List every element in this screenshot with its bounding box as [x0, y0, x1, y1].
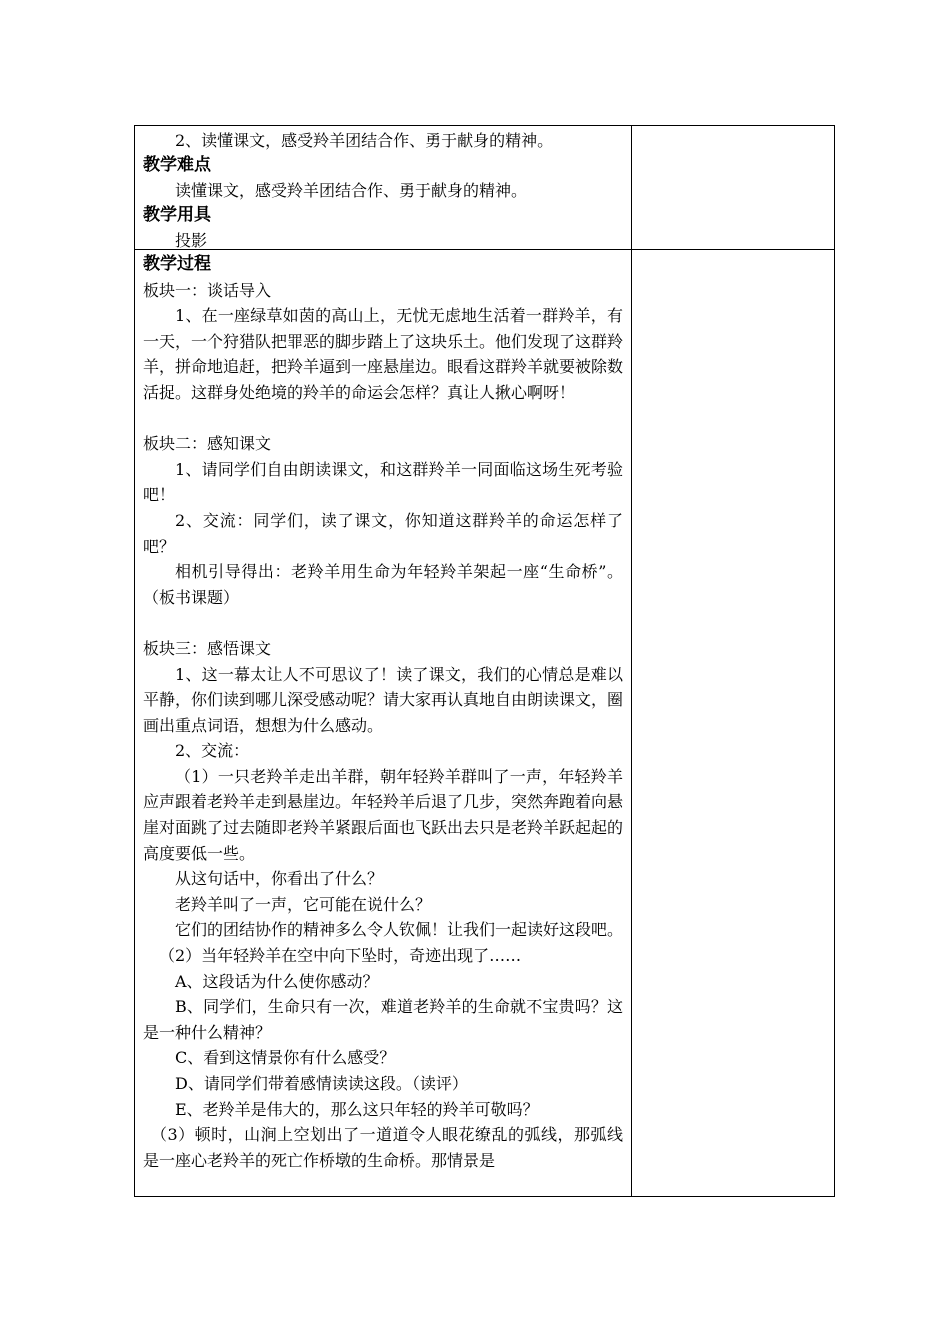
- question-b: B、同学们，生命只有一次，难道老羚羊的生命就不宝贵吗？这是一种什么精神？: [143, 997, 623, 1042]
- block3-paragraph-4: 从这句话中，你看出了什么？: [175, 869, 384, 889]
- block1-paragraph: 1、在一座绿草如茵的高山上，无忧无虑地生活着一群羚羊，有一天，一个狩猎队把罪恶的脚步踏上了这块乐土。他们发现了这群羚羊，拼命地追赶，把羚羊逼到一座悬崖边。眼看这群羚羊就要被除数活捉。这群身处绝境的羚羊的命运会怎样？真让人揪心啊呀！: [143, 306, 624, 402]
- notes-cell: [632, 126, 835, 250]
- lesson-plan-table: [134, 125, 835, 1197]
- process-cell: [135, 250, 632, 1197]
- tools-text: 投影: [175, 231, 208, 250]
- block1-title: 板块一：谈话导入: [143, 280, 272, 300]
- block3-paragraph-2: 2、交流：: [175, 741, 250, 761]
- table-row: [135, 250, 835, 1197]
- question-e: E、老羚羊是伟大的，那么这只年轻的羚羊可敬吗？: [175, 1099, 539, 1119]
- process-heading: 教学过程: [143, 254, 211, 274]
- question-a: A、这段话为什么使你感动？: [175, 971, 379, 991]
- difficulty-heading: 教学难点: [143, 155, 211, 175]
- notes-cell: [632, 250, 835, 1197]
- block2-paragraph-2: 2、交流：同学们，读了课文，你知道这群羚羊的命运怎样了吧？: [143, 510, 623, 556]
- block2-paragraph-3: 相机引导得出：老羚羊用生命为年轻羚羊架起一座“生命桥”。（板书课题）: [143, 562, 623, 607]
- table-row: [135, 126, 835, 250]
- objectives-cell: [135, 126, 632, 250]
- tools-heading: 教学用具: [143, 205, 211, 225]
- block2-title: 板块二：感知课文: [143, 434, 272, 454]
- question-c: C、看到这情景你有什么感受？: [175, 1048, 396, 1068]
- question-d: D、请同学们带着感情读读这段。（读评）: [175, 1074, 468, 1093]
- spacer: [143, 610, 623, 636]
- block3-paragraph-1: 1、这一幕太让人不可思议了！读了课文，我们的心情总是难以平静，你们读到哪儿深受感动呢？请大家再认真地自由朗读课文，圈画出重点词语，想想为什么感动。: [143, 664, 624, 735]
- spacer: [143, 406, 623, 432]
- block3-paragraph-5: 老羚羊叫了一声，它可能在说什么？: [175, 894, 432, 914]
- objective-line: 2、读懂课文，感受羚羊团结合作、勇于献身的精神。: [175, 131, 554, 150]
- difficulty-text: 读懂课文，感受羚羊团结合作、勇于献身的精神。: [175, 181, 528, 200]
- block3-paragraph-7: （2）当年轻羚羊在空中向下坠时，奇迹出现了……: [159, 946, 522, 966]
- block3-paragraph-6: 它们的团结协作的精神多么令人钦佩！让我们一起读好这段吧。: [175, 920, 624, 940]
- block3-title: 板块三：感悟课文: [143, 638, 272, 658]
- block2-paragraph-1: 1、请同学们自由朗读课文，和这群羚羊一同面临这场生死考验吧！: [143, 459, 623, 505]
- block3-paragraph-8: （3）顿时，山涧上空划出了一道道令人眼花缭乱的弧线，那弧线是一座心老羚羊的死亡作桥墩的生命桥。那情景是: [143, 1125, 623, 1170]
- block3-paragraph-3: （1）一只老羚羊走出羊群，朝年轻羚羊群叫了一声，年轻羚羊应声跟着老羚羊走到悬崖边。年轻羚羊后退了几步，突然奔跑着向悬崖对面跳了过去随即老羚羊紧跟后面也飞跃出去只是老羚羊跃起起的高度要低一些。: [143, 766, 624, 863]
